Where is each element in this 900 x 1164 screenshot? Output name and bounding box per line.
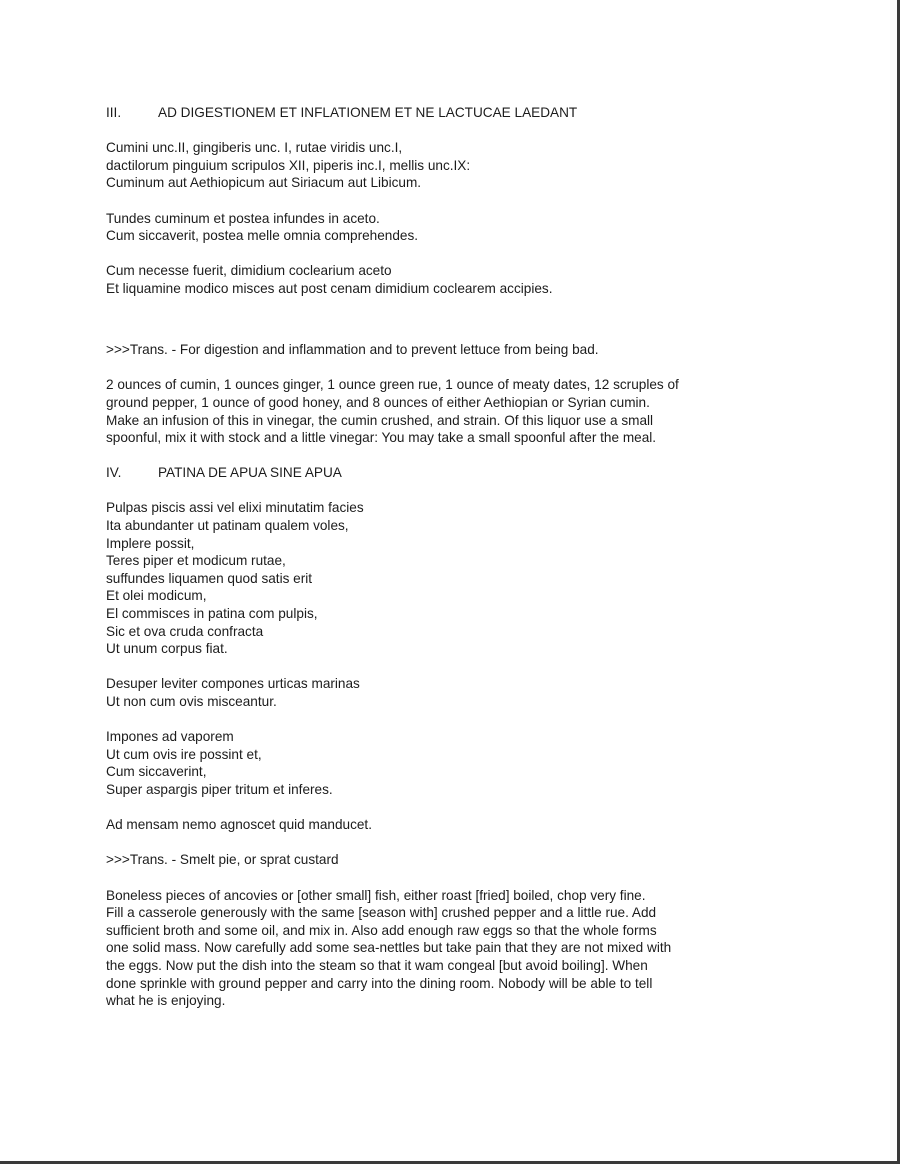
latin-line: Et olei modicum, <box>106 588 207 604</box>
latin-line: Super aspargis piper tritum et inferes. <box>106 781 333 797</box>
document-body <box>106 104 806 1027</box>
section-3-number: III. <box>106 105 122 120</box>
section-3-stanza <box>106 139 806 192</box>
section-4-number: IV. <box>106 465 122 481</box>
translation-line: the eggs. Now put the dish into the steam so that it wam congeal [but avoid boiling]. When <box>106 957 648 973</box>
latin-line: suffundes liquamen quod satis erit <box>106 570 313 586</box>
section-4-stanza <box>106 728 806 798</box>
translation-line: Boneless pieces of ancovies or [other small] fish, either roast [fried] boiled, chop very fine. <box>106 887 646 903</box>
section-4-translation <box>106 887 806 1010</box>
section-4-stanza <box>106 499 806 657</box>
latin-line: Teres piper et modicum rutae, <box>106 553 286 569</box>
translation-heading-text: >>>Trans. - For digestion and inflammation and to prevent lettuce from being bad. <box>106 342 599 358</box>
translation-line: Make an infusion of this in vinegar, the cumin crushed, and strain. Of this liquor use a small <box>106 412 654 428</box>
latin-line: Sic et ova cruda confracta <box>106 623 264 639</box>
section-3-title: AD DIGESTIONEM ET INFLATIONEM ET NE LACTUCAE LAEDANT <box>158 105 578 120</box>
section-4-stanza <box>106 675 806 710</box>
latin-line: El commisces in patina com pulpis, <box>106 606 318 622</box>
section-4-translation-heading <box>106 851 806 869</box>
latin-line: Tundes cuminum et postea infundes in aceto. <box>106 210 380 226</box>
latin-line: Ita abundanter ut patinam qualem voles, <box>106 518 349 534</box>
section-4-heading <box>106 464 806 482</box>
section-4-stanza <box>106 816 806 834</box>
section-3-stanza <box>106 210 806 245</box>
latin-line: Implere possit, <box>106 535 195 551</box>
latin-line: Desuper leviter compones urticas marinas <box>106 676 360 692</box>
section-4-title: PATINA DE APUA SINE APUA <box>158 465 342 481</box>
latin-line: Cum siccaverit, postea melle omnia comprehendes. <box>106 228 419 244</box>
latin-line: Cumini unc.II, gingiberis unc. I, rutae viridis unc.I, <box>106 140 403 156</box>
latin-line: Ad mensam nemo agnoscet quid manducet. <box>106 817 372 833</box>
latin-line: Cum siccaverint, <box>106 764 207 780</box>
translation-heading-text: >>>Trans. - Smelt pie, or sprat custard <box>106 852 339 868</box>
latin-line: Ut cum ovis ire possint et, <box>106 746 262 762</box>
latin-line: Cum necesse fuerit, dimidium coclearium aceto <box>106 263 392 279</box>
latin-line: Ut unum corpus fiat. <box>106 641 228 657</box>
translation-line: what he is enjoying. <box>106 993 226 1009</box>
section-3-heading <box>106 104 806 122</box>
translation-line: done sprinkle with ground pepper and carry into the dining room. Nobody will be able to tell <box>106 975 653 991</box>
latin-line: Impones ad vaporem <box>106 729 234 745</box>
translation-line: ground pepper, 1 ounce of good honey, and 8 ounces of either Aethiopian or Syrian cumin. <box>106 394 650 410</box>
translation-line: one solid mass. Now carefully add some sea-nettles but take pain that they are not mixed with <box>106 940 672 956</box>
translation-line: spoonful, mix it with stock and a little vinegar: You may take a small spoonful after the meal. <box>106 430 657 446</box>
latin-line: Cuminum aut Aethiopicum aut Siriacum aut Libicum. <box>106 175 422 191</box>
spacer <box>106 315 806 341</box>
section-3-stanza <box>106 262 806 297</box>
latin-line: Et liquamine modico misces aut post cenam dimidium coclearem accipies. <box>106 280 553 296</box>
translation-line: Fill a casserole generously with the same [season with] crushed pepper and a little rue. Add <box>106 905 657 921</box>
latin-line: dactilorum pinguium scripulos XII, piperis inc.I, mellis unc.IX: <box>106 157 471 173</box>
section-3-translation <box>106 376 806 446</box>
latin-line: Ut non cum ovis misceantur. <box>106 694 277 709</box>
latin-line: Pulpas piscis assi vel elixi minutatim facies <box>106 500 364 516</box>
section-3-translation-heading <box>106 341 806 359</box>
translation-line: sufficient broth and some oil, and mix in. Also add enough raw eggs so that the whole forms <box>106 922 657 938</box>
translation-line: 2 ounces of cumin, 1 ounces ginger, 1 ounce green rue, 1 ounce of meaty dates, 12 scruples of <box>106 377 679 393</box>
